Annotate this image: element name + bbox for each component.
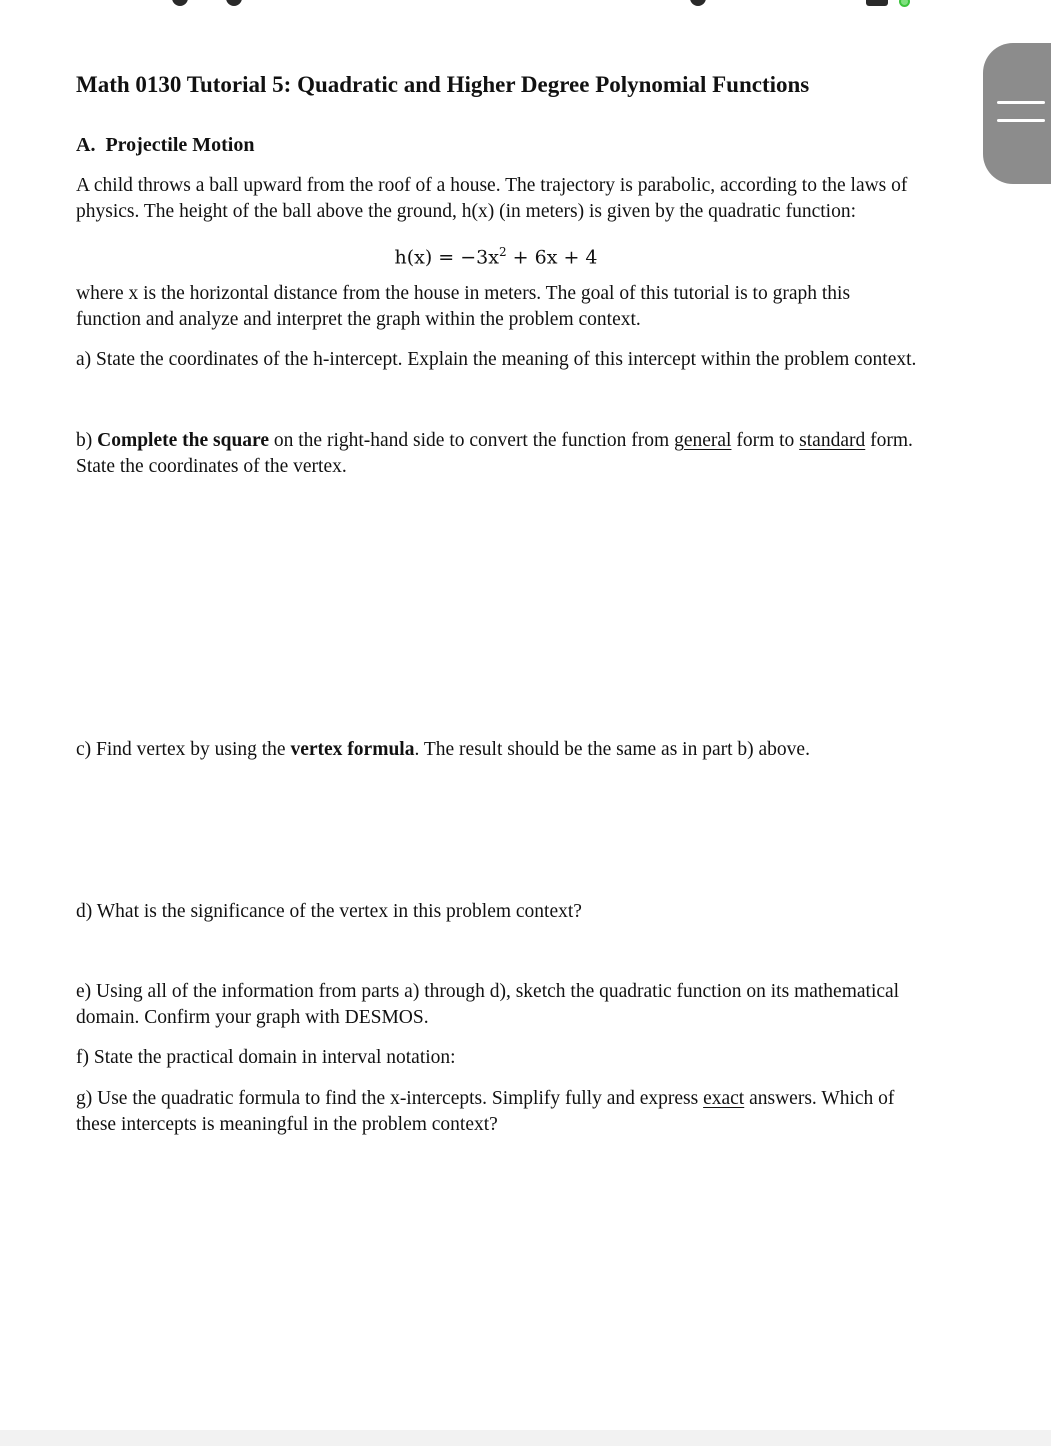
quadratic-equation bbox=[76, 239, 916, 270]
question-e bbox=[76, 979, 996, 1031]
question-b bbox=[76, 428, 996, 480]
status-bar bbox=[0, 0, 1051, 8]
status-icon bbox=[172, 0, 188, 6]
equation-lhs: h(x) = −3x bbox=[394, 246, 499, 269]
question-b-prefix: b) bbox=[76, 430, 98, 451]
page-title: Math 0130 Tutorial 5: Quadratic and Higher Degree Polynomial Functions bbox=[76, 72, 810, 97]
context-line: function and analyze and interpret the graph within the problem context. bbox=[76, 309, 641, 330]
question-b-text: form to bbox=[731, 430, 800, 451]
question-d bbox=[76, 899, 996, 925]
question-b-line2: State the coordinates of the vertex. bbox=[76, 456, 347, 477]
question-d-text: d) What is the significance of the vertex in this problem context? bbox=[76, 901, 582, 922]
question-b-underline-general: general bbox=[674, 430, 732, 451]
question-a bbox=[76, 347, 1006, 373]
equation-exponent: 2 bbox=[498, 245, 507, 259]
handle-grip-icon bbox=[997, 119, 1045, 122]
question-g bbox=[76, 1086, 996, 1138]
question-b-text: on the right-hand side to convert the function from bbox=[269, 430, 675, 451]
context-line: where x is the horizontal distance from the house in meters. The goal of this tutorial is to graph this bbox=[76, 283, 851, 304]
status-icon bbox=[226, 0, 242, 6]
battery-icon bbox=[866, 0, 888, 6]
question-g-underline-exact: exact bbox=[703, 1088, 745, 1109]
handle-grip-icon bbox=[997, 101, 1045, 104]
context-paragraph bbox=[76, 281, 996, 333]
equation-rhs: + 6x + 4 bbox=[506, 246, 598, 269]
page-bottom-edge bbox=[0, 1430, 1051, 1446]
question-f-text: f) State the practical domain in interval notation: bbox=[76, 1047, 456, 1068]
question-c-text: c) Find vertex by using the bbox=[76, 739, 291, 760]
question-e-line: domain. Confirm your graph with DESMOS. bbox=[76, 1007, 429, 1028]
intro-paragraph bbox=[76, 173, 996, 225]
section-title: Projectile Motion bbox=[105, 134, 255, 156]
intro-line: physics. The height of the ball above the ground, h(x) (in meters) is given by the quadratic function: bbox=[76, 201, 856, 222]
question-e-line: e) Using all of the information from parts a) through d), sketch the quadratic function on its mathematical bbox=[76, 981, 900, 1002]
question-g-line2: these intercepts is meaningful in the problem context? bbox=[76, 1114, 498, 1135]
question-b-underline-standard: standard bbox=[799, 430, 866, 451]
side-panel-handle[interactable] bbox=[983, 43, 1051, 184]
question-b-emphasis: Complete the square bbox=[97, 430, 269, 451]
recording-indicator-icon bbox=[899, 0, 910, 7]
question-g-text: answers. Which of bbox=[744, 1088, 895, 1109]
question-b-text: form. bbox=[865, 430, 913, 451]
question-c bbox=[76, 737, 996, 763]
question-g-text: g) Use the quadratic formula to find the x-intercepts. Simplify fully and express bbox=[76, 1088, 704, 1109]
section-heading bbox=[76, 132, 996, 158]
question-c-text: . The result should be the same as in part b) above. bbox=[414, 739, 810, 760]
question-f bbox=[76, 1045, 996, 1071]
question-a-text: a) State the coordinates of the h-intercept. Explain the meaning of this intercept within the problem context. bbox=[76, 349, 917, 370]
intro-line: A child throws a ball upward from the roof of a house. The trajectory is parabolic, according to the laws of bbox=[76, 175, 908, 196]
status-icon bbox=[690, 0, 706, 6]
section-label: A. bbox=[76, 134, 96, 156]
question-c-emphasis: vertex formula bbox=[290, 739, 415, 760]
